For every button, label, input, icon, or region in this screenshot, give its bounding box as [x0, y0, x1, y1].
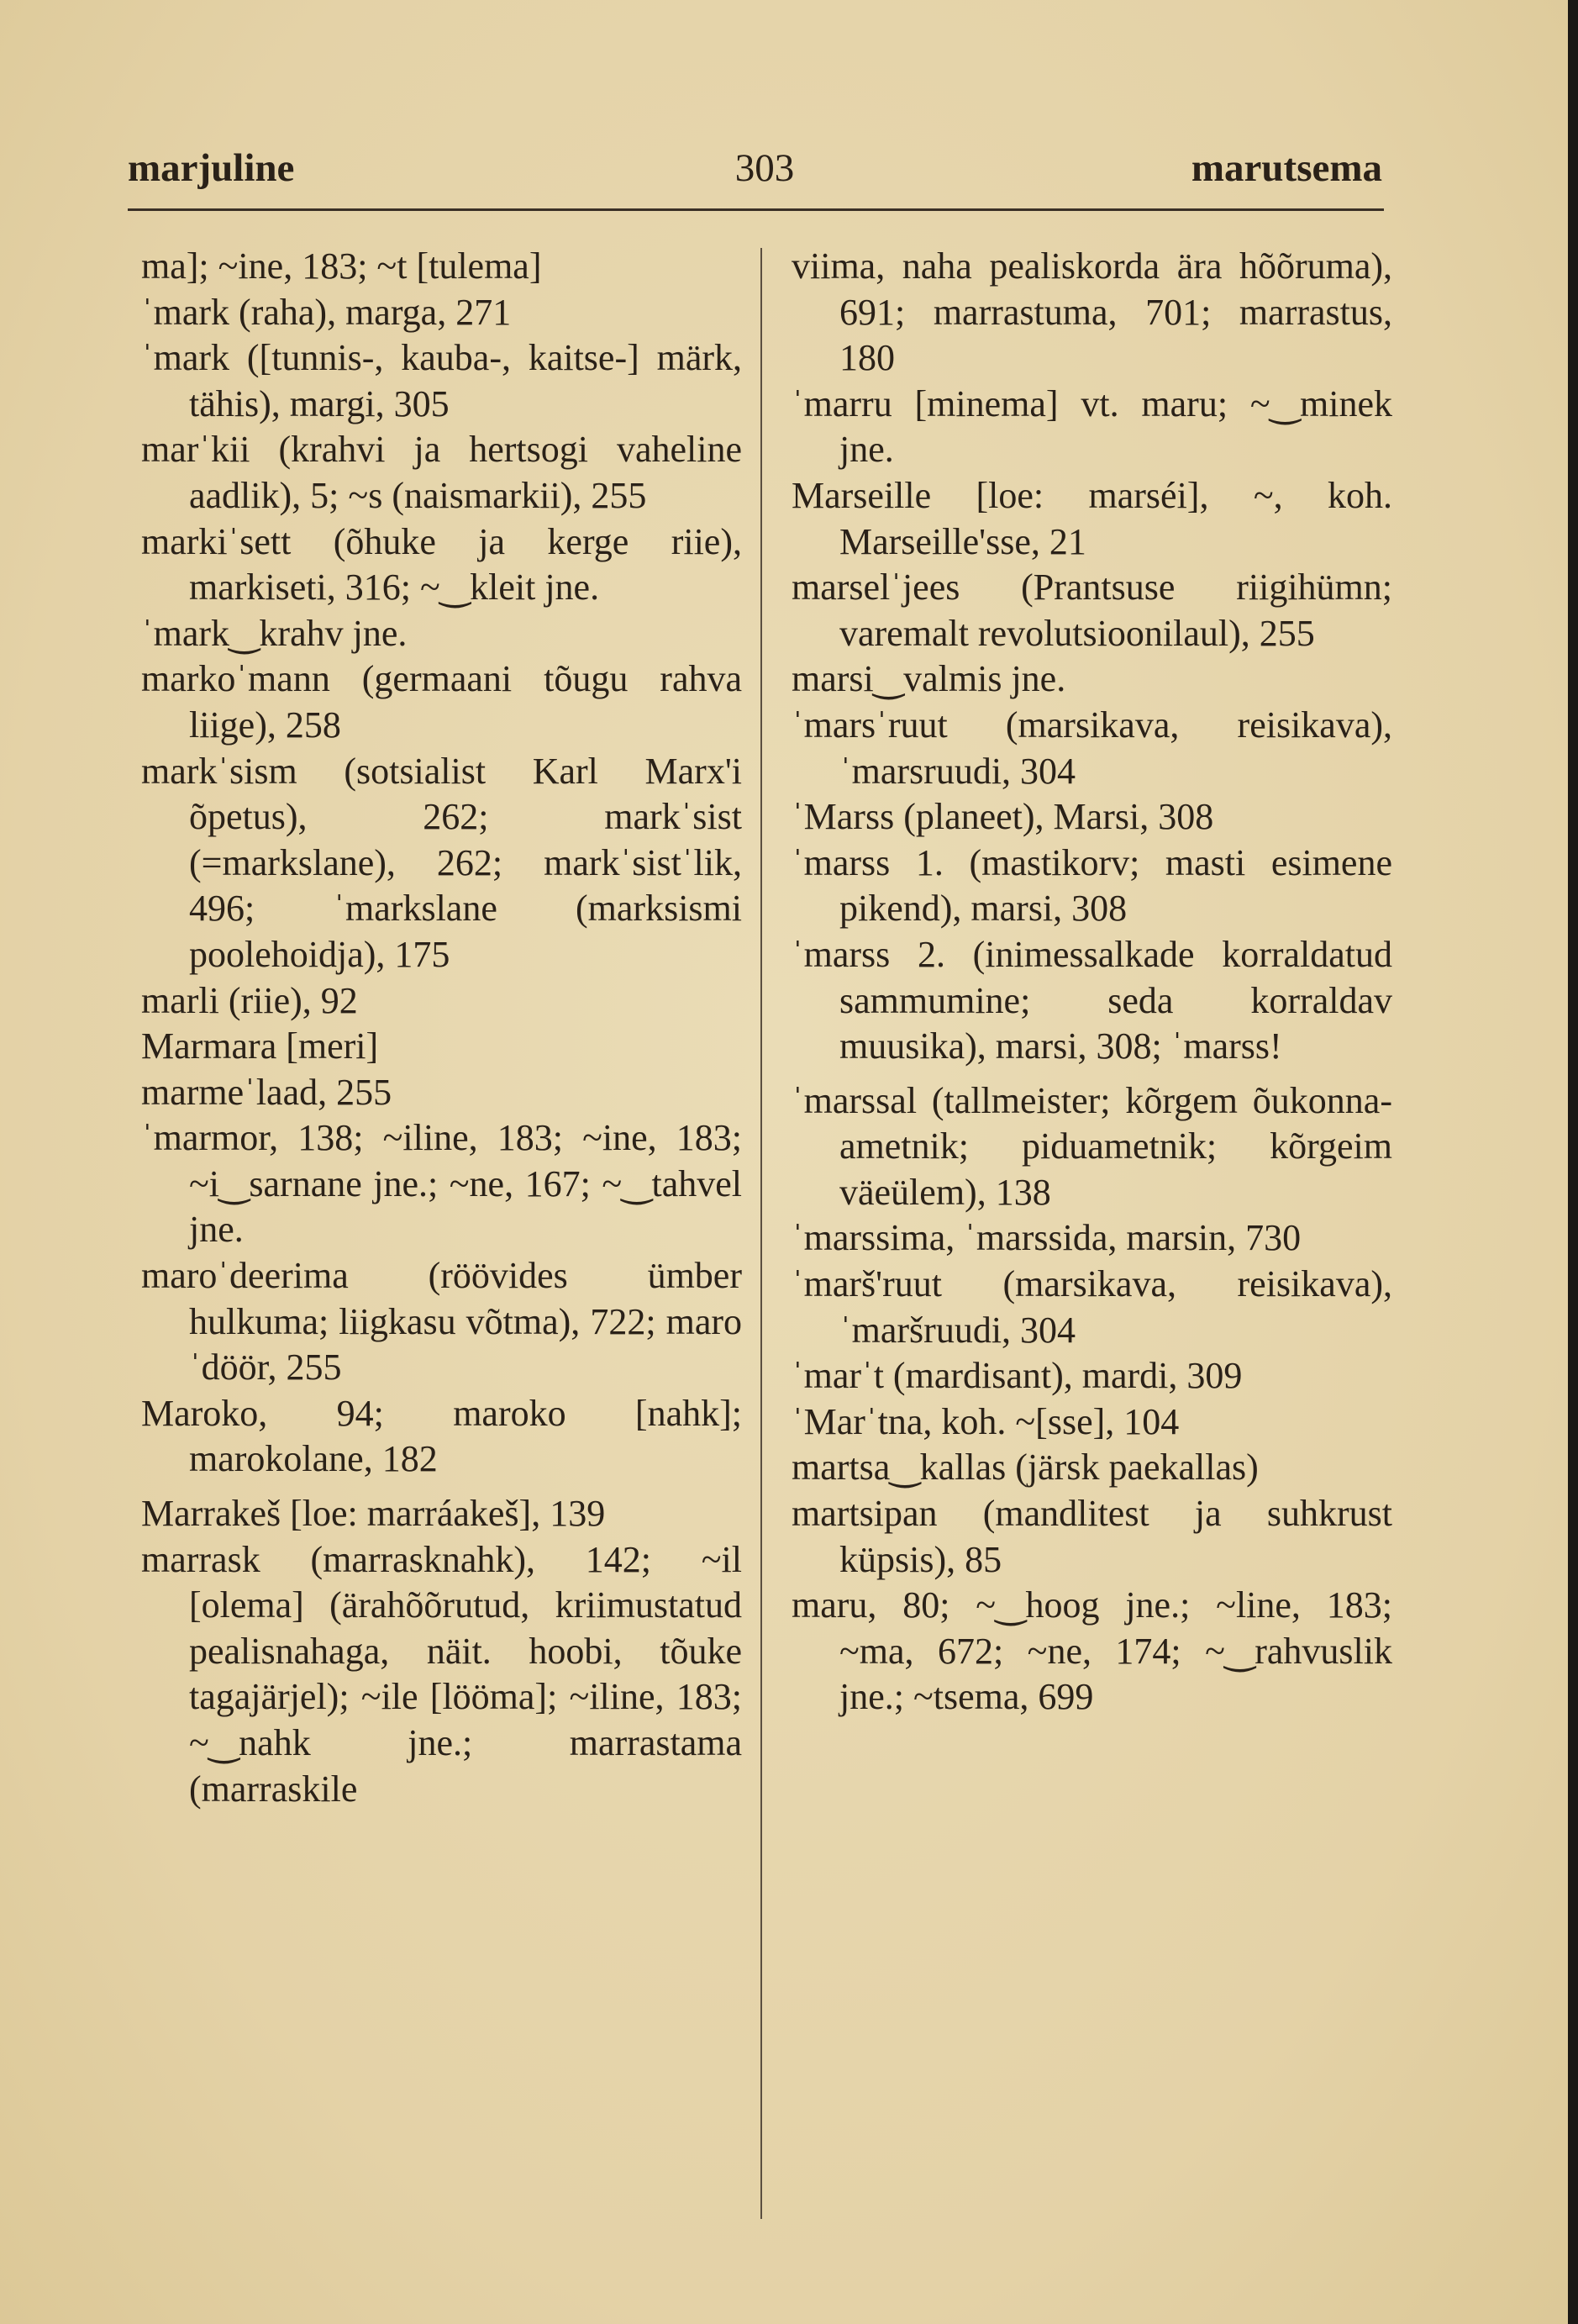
left-column [141, 244, 742, 1812]
entry: ˈmarssal (tallmeister; kõrgem õukonna-ametnik; piduametnik; kõrgeim väeülem), 138 [792, 1079, 1392, 1213]
entry: markiˈsett (õhuke ja kerge riie), markiseti, 316; ~‿kleit jne. [141, 520, 742, 609]
page-number: 303 [734, 146, 795, 190]
entry: ˈmarss 2. (inimessalkade korraldatud sammumine; seda korraldav muusika), marsi, 308; ˈmarss! [792, 933, 1392, 1067]
entry: ˈmark (raha), marga, 271 [141, 291, 512, 333]
entry: maroˈdeerima (röövides ümber hulkuma; liigkasu võtma), 722; maroˈdöör, 255 [141, 1255, 742, 1389]
entry: marrask (marrasknahk), 142; ~il [olema] (ärahõõrutud, kriimustatud pealisnahaga, näit. hoobi, tõuke tagajärjel); ~ile [lööma]; ~iline, 183; ~‿nahk jne.; marrastama (marraskile [141, 1538, 742, 1810]
entry: martsa‿kallas (järsk paekallas) [792, 1447, 1259, 1489]
entry: ˈmarmor, 138; ~iline, 183; ~ine, 183; ~i‿sarnane jne.; ~ne, 167; ~‿tahvel jne. [141, 1117, 742, 1251]
entry: markˈsism (sotsialist Karl Marx'i õpetus), 262; markˈsist (=markslane), 262; markˈsistˈlik, 496; ˈmarkslane (marksismi poolehoidja), 175 [141, 750, 742, 975]
entry: ma]; ~ine, 183; ~t [tulema] [141, 245, 542, 287]
guide-word-right: marutsema [1191, 146, 1382, 190]
entry: marˈkii (krahvi ja hertsogi vaheline aadlik), 5; ~s (naismarkii), 255 [141, 429, 742, 516]
header-rule [128, 208, 1384, 211]
entry: marselˈjees (Prantsuse riigihümn; varemalt revolutsioonilaul), 255 [792, 567, 1392, 654]
entry: ˈmarru [minema] vt. maru; ~‿minek jne. [792, 382, 1392, 471]
entry: marli (riie), 92 [141, 979, 358, 1021]
entry: ˈmarsˈruut (marsikava, reisikava), ˈmarsruudi, 304 [792, 704, 1392, 792]
entry: martsipan (mandlitest ja suhkrust küpsis), 85 [792, 1493, 1392, 1580]
entry: ˈmarš'ruut (marsikava, reisikava), ˈmaršruudi, 304 [792, 1263, 1392, 1351]
entry: ˈMarˈtna, koh. ~[sse], 104 [792, 1400, 1180, 1442]
entry: Marrakeš [loe: marráakeš], 139 [141, 1493, 606, 1535]
entry: ˈmarss 1. (mastikorv; masti esimene pikend), marsi, 308 [792, 841, 1392, 930]
entry: markoˈmann (germaani tõugu rahva liige), 258 [141, 658, 742, 746]
entry: ˈmarssima, ˈmarssida, marsin, 730 [792, 1217, 1302, 1259]
entry: Marseille [loe: marséi], ~, koh. Marseille'sse, 21 [792, 474, 1392, 562]
entry: ˈMarss (planeet), Marsi, 308 [792, 796, 1214, 838]
guide-word-left: marjuline [128, 146, 295, 190]
entry: ˈmarˈt (mardisant), mardi, 309 [792, 1355, 1243, 1397]
entry: Maroko, 94; maroko [nahk]; marokolane, 182 [141, 1392, 742, 1480]
entry: maru, 80; ~‿hoog jne.; ~line, 183; ~ma, 672; ~ne, 174; ~‿rahvuslik jne.; ~tsema, 699 [792, 1584, 1392, 1718]
entry: Marmara [meri] [141, 1025, 379, 1067]
entry: marsi‿valmis jne. [792, 658, 1066, 700]
entry: ˈmark‿krahv jne. [141, 612, 408, 654]
right-column [792, 244, 1392, 1721]
entry: marmeˈlaad, 255 [141, 1071, 392, 1113]
entry: ˈmark ([tunnis-, kauba-, kaitse-] märk, tähis), margi, 305 [141, 337, 742, 424]
entry: viima, naha pealiskorda ära hõõruma), 691; marrastuma, 701; marrastus, 180 [792, 245, 1392, 379]
column-divider [760, 248, 762, 2219]
